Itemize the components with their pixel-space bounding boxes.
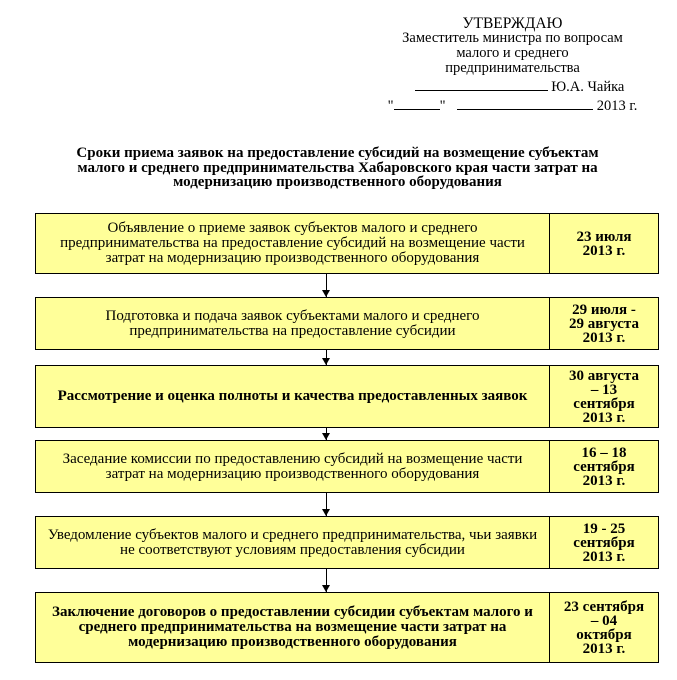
date-quote-close: " [439,98,446,114]
flow-arrow [322,569,332,592]
stage-box [35,365,659,428]
stage-text: Рассмотрение и оценка полноты и качества предоставленных заявок [57,388,528,404]
approval-title: УТВЕРЖДАЮ [462,15,563,32]
stage-text: Подготовка и подача заявок субъектами малого и среднего предпринимательства на предоставление субсидии [105,307,480,339]
stage-box [35,297,659,350]
stage-date: 16 – 18 сентября 2013 г. [549,441,658,492]
flow-arrow [322,350,332,365]
stage-text: Заключение договоров о предоставлении субсидии субъектам малого и среднего предпринимательства на возмещение части затрат на модернизацию производственного оборудования [52,604,533,650]
day-line [394,97,440,110]
signature-line [415,78,548,91]
flow-arrow [322,493,332,516]
flow-arrow [322,428,332,440]
stage-box [35,440,659,493]
stage-date: 29 июля - 29 августа 2013 г. [549,298,658,349]
approval-date-row [380,97,645,114]
approval-block [380,16,645,114]
approval-year: 2013 г. [596,98,638,114]
stage-date: 23 июля 2013 г. [549,214,658,273]
stage-text: Объявление о приеме заявок субъектов малого и среднего предпринимательства на предоставление субсидий на возмещение части затрат на модернизацию производственного оборудования [60,220,525,266]
date-quote-open: " [387,98,394,114]
approval-signature-row [380,78,645,95]
stage-box [35,516,659,569]
stage-date: 30 августа – 13 сентября 2013 г. [549,366,658,427]
flow-arrow [322,274,332,297]
stage-box [35,213,659,274]
stage-text: Уведомление субъектов малого и среднего предпринимательства, чьи заявки не соответствуют условиям предоставления субсидии [47,526,538,558]
stage-date: 23 сентября – 04 октября 2013 г. [549,593,658,662]
approval-position: Заместитель министра по вопросам малого и среднего предпринимательства [402,30,623,76]
stage-date: 19 - 25 сентября 2013 г. [549,517,658,568]
stage-box [35,592,659,663]
stage-text: Заседание комиссии по предоставлению субсидий на возмещение части затрат на модернизацию производственного оборудования [62,450,523,482]
document-title: Сроки приема заявок на предоставление субсидий на возмещение субъектам малого и среднего предпринимательства Хабаровского края части затрат на модернизацию производственного оборудования [76,145,599,190]
month-line [457,97,593,110]
approval-signer: Ю.А. Чайка [551,79,625,95]
